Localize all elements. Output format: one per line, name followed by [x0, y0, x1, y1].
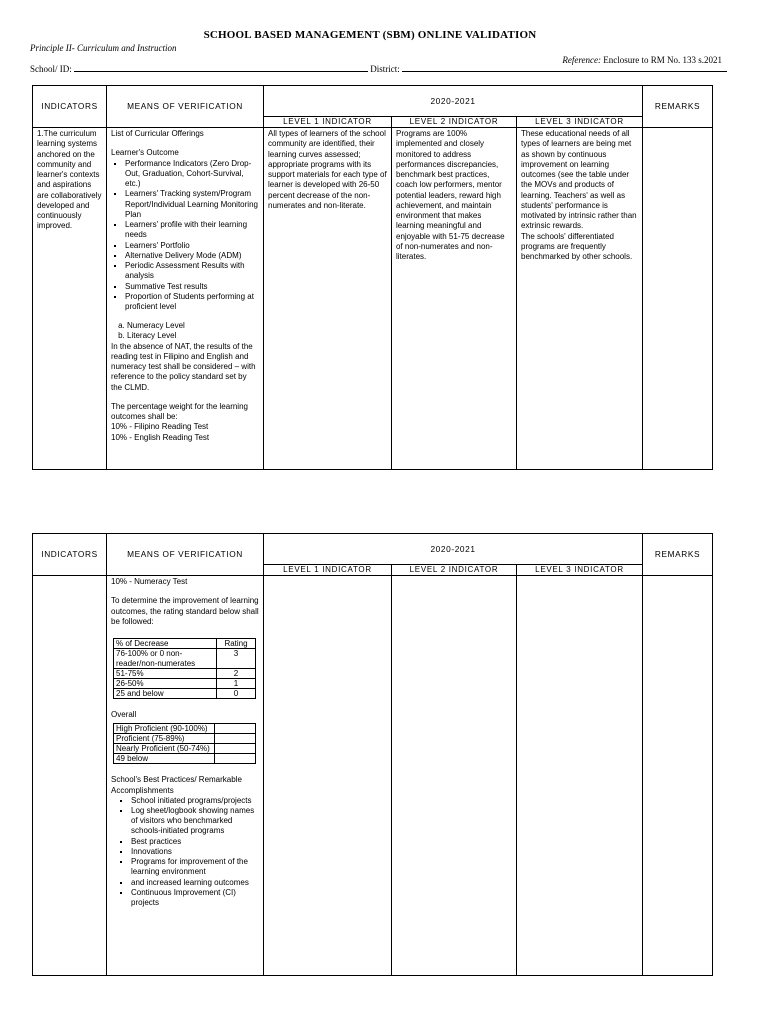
level-3-header: LEVEL 3 INDICATOR — [517, 565, 643, 576]
year-header: 2020-2021 — [264, 86, 643, 117]
overall-level: High Proficient (90-100%) — [114, 723, 215, 733]
indicators-header: INDICATORS — [33, 86, 107, 128]
indicators-header: INDICATORS — [33, 534, 107, 576]
weight-note: The percentage weight for the learning outcomes shall be: — [111, 401, 248, 422]
list-item: ▪ Summative Test results — [125, 282, 259, 292]
indicator-cell — [33, 128, 107, 470]
overall-table — [113, 723, 256, 765]
list-item: b. Literacy Level — [127, 331, 259, 341]
overall-blank — [215, 723, 256, 733]
overall-level: Proficient (75-89%) — [114, 733, 215, 743]
means-of-verification-header: MEANS OF VERIFICATION — [107, 534, 264, 576]
level-3-cell — [517, 128, 643, 470]
weight-filipino: 10% - Filipino Reading Test — [111, 422, 209, 432]
rating-pct: 26-50% — [114, 678, 217, 688]
level-3-header: LEVEL 3 INDICATOR — [517, 117, 643, 128]
school-id-blank — [74, 63, 368, 72]
reference-label: Reference: — [562, 55, 601, 65]
level-list — [111, 321, 259, 341]
rating-pct: 25 and below — [114, 689, 217, 699]
list-item: ▪ Log sheet/logbook showing names of visitors who benchmarked schools-initiated programs — [131, 806, 259, 837]
list-item: ▪ Continuous Improvement (CI) projects — [131, 888, 259, 908]
best-practices-title: School's Best Practices/ Remarkable Accomplishments — [111, 775, 242, 795]
level-2-header: LEVEL 2 INDICATOR — [392, 565, 517, 576]
principle-label: Principle II- Curriculum and Instruction — [30, 43, 177, 53]
list-item: ▪ School initiated programs/projects — [131, 796, 259, 806]
rating-pct: 76-100% or 0 non-reader/non-numerates — [114, 649, 217, 668]
overall-blank — [215, 754, 256, 764]
remarks-cell — [643, 128, 713, 470]
nat-note: In the absence of NAT, the results of the reading test in Filipino and English and numeracy test shall be considered – with reference to the policy standard set by the CLMD. — [111, 341, 256, 392]
best-practices-list — [111, 796, 259, 909]
list-item: ▪ Learners' Portfolio — [125, 241, 259, 251]
table-row — [114, 668, 256, 678]
school-id-label: School/ ID: — [30, 64, 72, 74]
level-1-text: All types of learners of the school community are identified, their learning curves assessed; appropriate programs with its support materials for each type of learner is developed with 26-50 percent decrease of the non-numerates and non-literate. — [268, 129, 387, 210]
level-3-text: These educational needs of all types of learners are being met as shown by continuous improvement on learning outcomes (see the table under the MOVs and products of learning. Teachers' as well as students' performance is motivated by intrinsic rather than extrinsic rewards. — [521, 129, 637, 231]
level-3-cell — [517, 576, 643, 976]
rating-table-head-rating: Rating — [217, 639, 256, 649]
reference-value: Enclosure to RM No. 133 s.2021 — [601, 55, 722, 65]
year-header: 2020-2021 — [264, 534, 643, 565]
overall-blank — [215, 743, 256, 753]
means-of-verification-cell — [107, 128, 264, 470]
rating-table — [113, 638, 256, 699]
remarks-cell — [643, 576, 713, 976]
overall-blank — [215, 733, 256, 743]
list-item: ▪ Alternative Delivery Mode (ADM) — [125, 251, 259, 261]
validation-table-page-2 — [32, 533, 713, 976]
list-item: ▪ Proportion of Students performing at proficient level — [125, 292, 259, 312]
level-1-cell — [264, 576, 392, 976]
rating-value: 0 — [217, 689, 256, 699]
district-label: District: — [368, 64, 400, 74]
rating-table-head-pct: % of Decrease — [114, 639, 217, 649]
indicator-text: 1.The curriculum learning systems anchored on the community and learner's contexts and aspirations are collaboratively developed and continuously improved. — [37, 129, 102, 231]
overall-level: Nearly Proficient (50-74%) — [114, 743, 215, 753]
school-district-line — [30, 63, 736, 74]
table-row — [114, 649, 256, 668]
weight-english: 10% - English Reading Test — [111, 432, 210, 442]
rating-value: 1 — [217, 678, 256, 688]
table-row — [114, 733, 256, 743]
level-1-cell — [264, 128, 392, 470]
weight-numeracy: 10% - Numeracy Test — [111, 577, 188, 587]
means-of-verification-header: MEANS OF VERIFICATION — [107, 86, 264, 128]
list-item: ▪ Learners' profile with their learning needs — [125, 220, 259, 240]
table-row — [114, 678, 256, 688]
table-row — [114, 743, 256, 753]
document-title: SCHOOL BASED MANAGEMENT (SBM) ONLINE VALIDATION — [203, 29, 537, 41]
district-blank — [402, 63, 727, 72]
list-item: ▪ Learners' Tracking system/Program Report/Individual Learning Monitoring Plan — [125, 189, 259, 220]
level-2-cell — [392, 128, 517, 470]
indicator-cell — [33, 576, 107, 976]
mov-title: List of Curricular Offerings — [111, 129, 204, 139]
rating-pct: 51-75% — [114, 668, 217, 678]
level-1-header: LEVEL 1 INDICATOR — [264, 565, 392, 576]
list-item: ▪ Performance Indicators (Zero Drop-Out, Graduation, Cohort-Survival, etc.) — [125, 159, 259, 190]
validation-table-page-1 — [32, 85, 713, 470]
means-of-verification-cell — [107, 576, 264, 976]
overall-label: Overall — [111, 710, 137, 720]
level-1-header: LEVEL 1 INDICATOR — [264, 117, 392, 128]
table-row — [114, 723, 256, 733]
learners-outcome-label: Learner's Outcome — [111, 148, 179, 158]
remarks-header: REMARKS — [643, 534, 713, 576]
table-row — [114, 689, 256, 699]
level-3-text-2: The schools' differentiated programs are frequently benchmarked by other schools. — [521, 231, 633, 262]
list-item: ▪ Best practices — [131, 837, 259, 847]
rating-value: 3 — [217, 649, 256, 668]
list-item: ▪ Innovations — [131, 847, 259, 857]
list-item: a. Numeracy Level — [127, 321, 259, 331]
table-row — [114, 754, 256, 764]
outcome-list — [111, 159, 259, 313]
rating-value: 2 — [217, 668, 256, 678]
improve-note: To determine the improvement of learning outcomes, the rating standard below shall be followed: — [111, 596, 259, 626]
overall-level: 49 below — [114, 754, 215, 764]
level-2-header: LEVEL 2 INDICATOR — [392, 117, 517, 128]
level-2-text: Programs are 100% implemented and closely monitored to address performances discrepancies, benchmark best practices, coach low performers, mentor potential leaders, reward high achievement, and maintain environment that makes learning meaningful and enjoyable with 51-75 decrease of non-numerates and non-literates. — [396, 129, 505, 262]
list-item: ▪ Periodic Assessment Results with analysis — [125, 261, 259, 281]
level-2-cell — [392, 576, 517, 976]
list-item: ▪ Programs for improvement of the learning environment — [131, 857, 259, 877]
remarks-header: REMARKS — [643, 86, 713, 128]
list-item: ▪ and increased learning outcomes — [131, 878, 259, 888]
